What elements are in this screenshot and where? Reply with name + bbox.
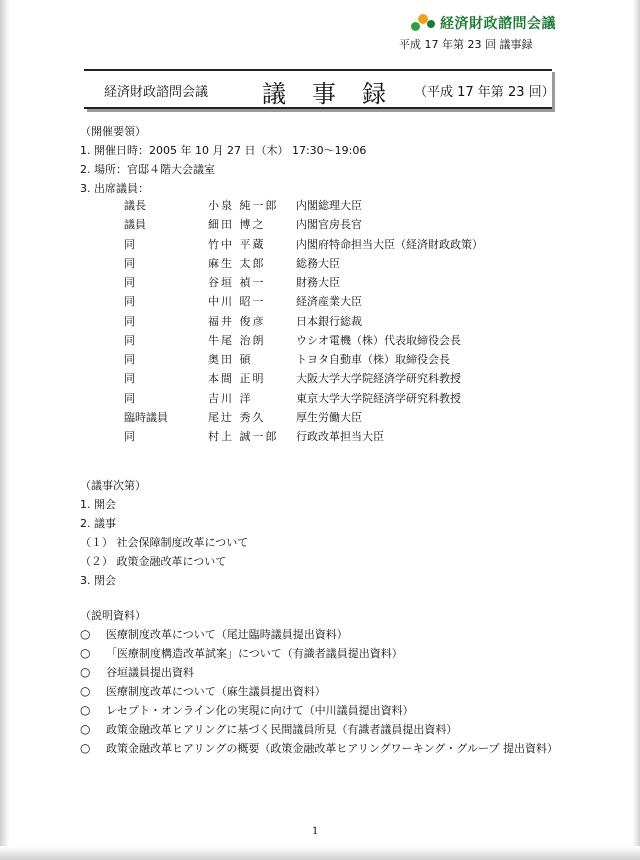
attendee-name: 細田 博之	[208, 218, 266, 232]
attendee-role: 議長	[124, 199, 146, 212]
agenda-item: 1. 開会	[80, 498, 116, 511]
header-reference: 平成 17 年第 23 回 議事録	[399, 38, 533, 51]
material-label: 政策金融改革ヒアリングに基づく民間議員所見（有識者議員提出資料）	[106, 723, 458, 736]
attendee-post: 総務大臣	[296, 256, 340, 270]
attendee-role: 同	[124, 391, 135, 405]
attendee-role: 同	[124, 333, 135, 347]
circle-bullet-icon: ○	[80, 684, 91, 698]
attendee-name: 村上 誠一郎	[208, 430, 279, 443]
agenda-item: （２） 政策金融改革について	[80, 555, 227, 568]
attendee-role: 同	[124, 430, 135, 443]
agenda-item: 3. 閉会	[80, 574, 116, 587]
circle-bullet-icon: ○	[80, 703, 91, 717]
attendee-name: 奥田 碩	[208, 353, 253, 366]
circle-bullet-icon: ○	[80, 722, 91, 736]
attendee-name: 竹中 平蔵	[208, 237, 266, 251]
material-label: 医療制度改革について（麻生議員提出資料）	[106, 685, 326, 698]
attendee-post: 大阪大学大学院経済学研究科教授	[296, 372, 461, 386]
attendee-post: 日本銀行総裁	[296, 314, 362, 328]
circle-bullet-icon: ○	[80, 646, 91, 660]
attendee-role: 同	[124, 372, 135, 386]
overview-heading: （開催要領）	[80, 125, 146, 138]
material-label: 「医療制度構造改革試案」について（有識者議員提出資料）	[106, 647, 403, 660]
attendee-role: 同	[124, 314, 135, 328]
attendee-name: 谷垣 禎一	[208, 276, 266, 289]
page-number: 1	[312, 826, 319, 837]
agenda-item: （１） 社会保障制度改革について	[80, 536, 249, 549]
attendee-role: 同	[124, 353, 135, 366]
page-edge-left	[0, 0, 10, 860]
attendee-role: 臨時議員	[124, 410, 168, 424]
logo-mark-icon	[411, 13, 437, 33]
material-label: 医療制度改革について（尾辻臨時議員提出資料）	[106, 628, 348, 641]
attendee-post: 内閣総理大臣	[296, 199, 362, 212]
attendee-role: 同	[124, 256, 135, 270]
material-label: 政策金融改革ヒアリングの概要（政策金融改革ヒアリングワーキング・グループ 提出資料）	[106, 742, 558, 755]
attendee-post: 厚生労働大臣	[296, 410, 362, 424]
agenda-item: 2. 議事	[80, 517, 116, 530]
material-label: 谷垣議員提出資料	[106, 666, 194, 679]
material-item	[80, 627, 556, 642]
agenda-heading: （議事次第）	[80, 479, 146, 492]
materials-list	[80, 627, 556, 760]
attendee-name: 牛尾 治朗	[208, 333, 266, 347]
attendee-post: 東京大学大学院経済学研究科教授	[296, 391, 461, 405]
circle-bullet-icon: ○	[80, 665, 91, 679]
title-organization: 経済財政諮問会議	[104, 85, 209, 100]
attendee-post: 内閣官房長官	[296, 218, 362, 232]
material-item	[80, 665, 556, 680]
material-item	[80, 646, 556, 661]
attendee-name: 吉川 洋	[208, 391, 253, 405]
council-logo	[411, 13, 556, 33]
attendee-post: 財務大臣	[296, 276, 340, 289]
material-item	[80, 722, 556, 737]
attendee-role: 議員	[124, 218, 146, 232]
page-edge-bottom	[0, 846, 640, 860]
attendee-post: ウシオ電機（株）代表取締役会長	[296, 333, 461, 347]
attendee-post: 行政改革担当大臣	[296, 430, 384, 443]
overview-item-venue: 2. 場所：官邸４階大会議室	[80, 163, 215, 176]
overview-item-attendees: 3. 出席議員：	[80, 182, 149, 195]
circle-bullet-icon: ○	[80, 741, 91, 755]
attendee-role: 同	[124, 295, 135, 309]
attendee-name: 本間 正明	[208, 372, 266, 386]
attendee-name: 麻生 太郎	[208, 256, 266, 270]
document-title: 議事録	[262, 80, 412, 108]
materials-heading: （説明資料）	[80, 609, 146, 622]
logo-text: 経済財政諮問会議	[440, 16, 556, 32]
attendee-name: 福井 俊彦	[208, 314, 266, 328]
circle-bullet-icon: ○	[80, 627, 91, 641]
material-item	[80, 741, 556, 756]
material-item	[80, 684, 556, 699]
material-item	[80, 703, 556, 718]
attendee-post: 経済産業大臣	[296, 295, 362, 309]
attendee-post: トヨタ自動車（株）取締役会長	[296, 353, 450, 366]
attendee-role: 同	[124, 276, 135, 289]
attendee-role: 同	[124, 237, 135, 251]
page-edge-right	[632, 0, 640, 860]
attendee-name: 中川 昭一	[208, 295, 266, 309]
attendee-post: 内閣府特命担当大臣（経済財政政策）	[296, 237, 483, 251]
material-label: レセプト・オンライン化の実現に向けて（中川議員提出資料）	[106, 704, 414, 717]
title-session: （平成 17 年第 23 回）	[414, 85, 555, 100]
title-box	[84, 69, 555, 109]
overview-item-datetime: 1. 開催日時：2005 年 10 月 27 日（木） 17:30～19:06	[80, 144, 367, 157]
attendee-name: 尾辻 秀久	[208, 410, 266, 424]
attendee-name: 小泉 純一郎	[208, 199, 279, 212]
